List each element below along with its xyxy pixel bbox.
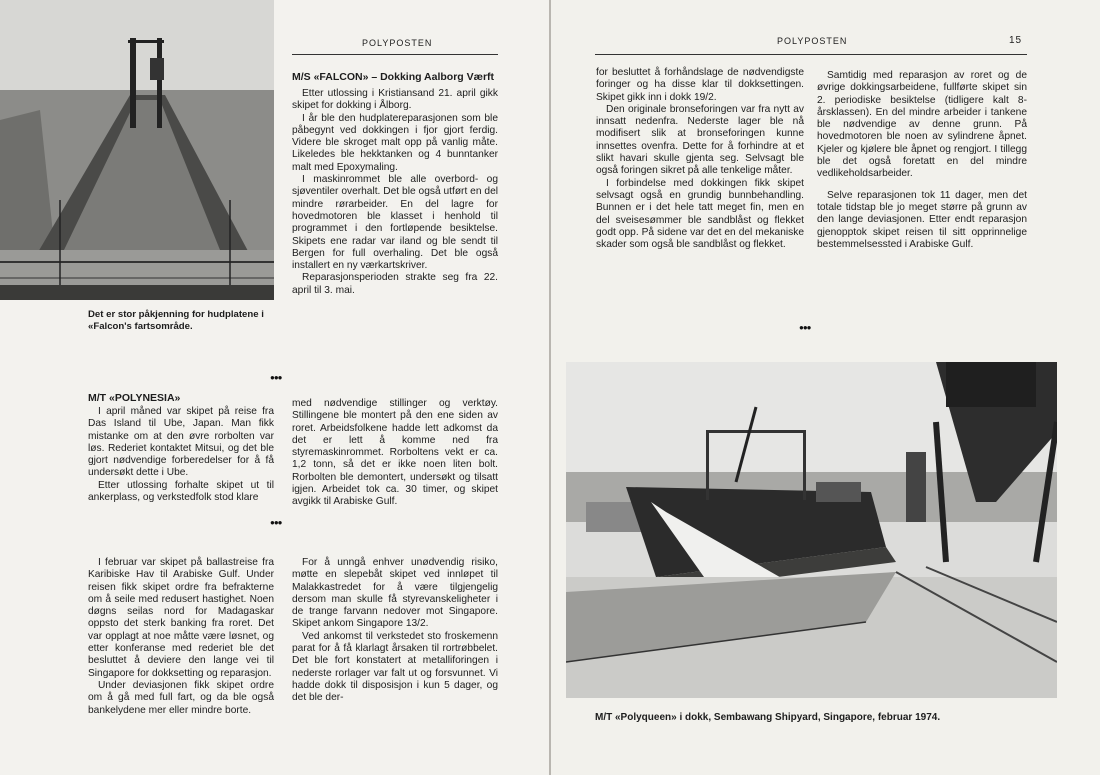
right-col-2	[817, 70, 1027, 251]
right-page-header: POLYPOSTEN	[777, 36, 848, 46]
section-separator: ●●●	[270, 373, 282, 382]
right-page	[551, 0, 1100, 775]
polynesia-article-title: M/T «POLYNESIA»	[88, 392, 181, 404]
third-article-col-2	[292, 557, 498, 705]
falcon-article-title: M/S «FALCON» – Dokking Aalborg Værft	[292, 71, 495, 83]
article-paragraph: Samtidig med reparasjon av roret og de øvrige dokkingsarbeidene, fullførte skipet sin 2. periodiske besiktelse (tidligere kalt 8-årsklassen). En del mindre arbeider i tankene ble nødvendige av denne grunn. På hovedmotoren ble noen av sylindrene åpnet. Kjeler og kjølere ble åpnet og rengjort. I tillegg ble det også foretatt en del mindre vedlikeholdsarbeider.	[817, 70, 1027, 180]
polynesia-paragraph: I april måned var skipet på reise fra Das Island til Ube, Japan. Man fikk mistanke om at den øvre rorbolten var løs. Rederiet kontaktet Mitsui, og det ble gjort nødvendige forberedelser for å få undersøkt dette i Ube.	[88, 406, 274, 479]
third-article-col-1	[88, 557, 274, 717]
article-paragraph: For å unngå enhver unødvendig risiko, møtte en slepebåt skipet ved innløpet til Malakkastredet for å være tilgjengelig dersom man skulle få styrevanskeligheter i de trange farvann nedover mot Singapore. Skipet ankom Singapore 13/2.	[292, 557, 498, 630]
falcon-paragraph: I maskinrommet ble alle overbord- og sjøventiler overhalt. Det ble også utført en del mindre rørarbeider. En del lagre for hovedmotoren ble klasset i henhold til programmet i den fortløpende besiktelse. Skipets ene radar var iland og ble sendt til Bergen for full overhaling. Det ble også installert en ny værkartskriver.	[292, 174, 498, 272]
page-number: 15	[1009, 35, 1023, 46]
article-paragraph: I februar var skipet på ballastreise fra Karibiske Hav til Arabiske Gulf. Under reisen fikk skipet ordre fra befrakterne om å seile med redusert hastighet. Noen døgns seilas nord for Madagaskar oppsto det sterk banking fra roret. Det var opplagt at noe måtte være løsnet, og etter konferanse med rederiet ble det besluttet å deviere den lange vei til Singapore for dokksetting og reparasjon.	[88, 557, 274, 679]
article-paragraph: I forbindelse med dokkingen fikk skipet selvsagt også en grundig bunnbehandling. Bunnen er i det hele tatt meget fin, men en del sveisesømmer ble sandblåst og flekket godt opp. På sidene var det en del mekaniske skader som også ble sandblåst og flekket.	[596, 177, 804, 251]
article-paragraph: Under deviasjonen fikk skipet ordre om å gå med full fart, og da ble også bankelydene mer eller mindre borte.	[88, 679, 274, 716]
polynesia-paragraph: Etter utlossing forhalte skipet ut til ankerplass, og verkstedfolk stod klare	[88, 479, 274, 504]
article-paragraph: for besluttet å forhåndslage de nødvendigste foringer og ha disse klar til dokksettingen. Skipet gikk inn i dokk 19/2.	[596, 67, 804, 103]
polynesia-col-2	[292, 398, 498, 509]
article-paragraph: Selve reparasjonen tok 11 dager, men det totale tidstap ble jo meget større på grunn av den lange deviasjonen. Etter endt reparasjon gjenopptok skipet reisen til sitt opprinnelige bestemmelsessted i Arabiske Gulf.	[817, 189, 1027, 250]
polynesia-paragraph: med nødvendige stillinger og verktøy. Stillingene ble montert på den ene siden av roret. Arbeidsfolkene hadde lett adkomst da det er lett å komme ned fra styremaskinrommet. Rorboltens vekt er ca. 1,2 tonn, så det er ikke noen liten bolt. Rorbolten ble demontert, undersøkt og tilsatt igjen. Arbeidet tok ca. 30 timer, og skipet avgikk til Arabiske Gulf.	[292, 398, 498, 508]
section-separator: ●●●	[270, 518, 282, 527]
right-col-1	[596, 67, 804, 251]
polynesia-col-1	[88, 392, 274, 504]
polyqueen-photo-caption: M/T «Polyqueen» i dokk, Sembawang Shipyard, Singapore, februar 1974.	[595, 712, 941, 723]
falcon-paragraph: Etter utlossing i Kristiansand 21. april gikk skipet for dokking i Ålborg.	[292, 88, 498, 112]
left-page	[0, 0, 549, 775]
section-separator: ●●●	[799, 323, 811, 332]
photo-falcon-deck	[0, 0, 274, 300]
falcon-paragraph: Reparasjonsperioden strakte seg fra 22. april til 3. mai.	[292, 272, 498, 296]
left-header-rule	[292, 54, 498, 55]
falcon-article	[292, 71, 498, 297]
left-page-header: POLYPOSTEN	[362, 38, 433, 48]
article-paragraph: Ved ankomst til verkstedet sto froskemenn parat for å få klarlagt årsaken til rortrøbbelet. Det ble fort konstatert at metalliforingen i nederste rorlager var falt ut og forsvunnet. Vi hadde dokk til disposisjon i kun 5 dager, og det ble der-	[292, 630, 498, 704]
right-header-rule	[595, 54, 1027, 55]
photo-polyqueen-drydock	[566, 362, 1057, 698]
article-paragraph: Den originale bronseforingen var fra nytt av innsatt nedenfra. Nederste lager ble nå modifisert slik at bronseforingen kunne innsettes ovenfra. Dette for å forhindre at et slikt havari skulle gjenta seg. Selvsagt ble også foringen sikret på alle tenkelige måter.	[596, 103, 804, 177]
falcon-photo-caption: Det er stor påkjenning for hudplatene i «Falcon's fartsområde.	[88, 309, 264, 332]
falcon-paragraph: I år ble den hudplatereparasjonen som ble påbegynt ved dokkingen i fjor gjort ferdig. Videre ble skroget malt opp på vanlig måte. Likeledes ble hekktanken og 4 bunntanker malt med Epoxymaling.	[292, 112, 498, 173]
